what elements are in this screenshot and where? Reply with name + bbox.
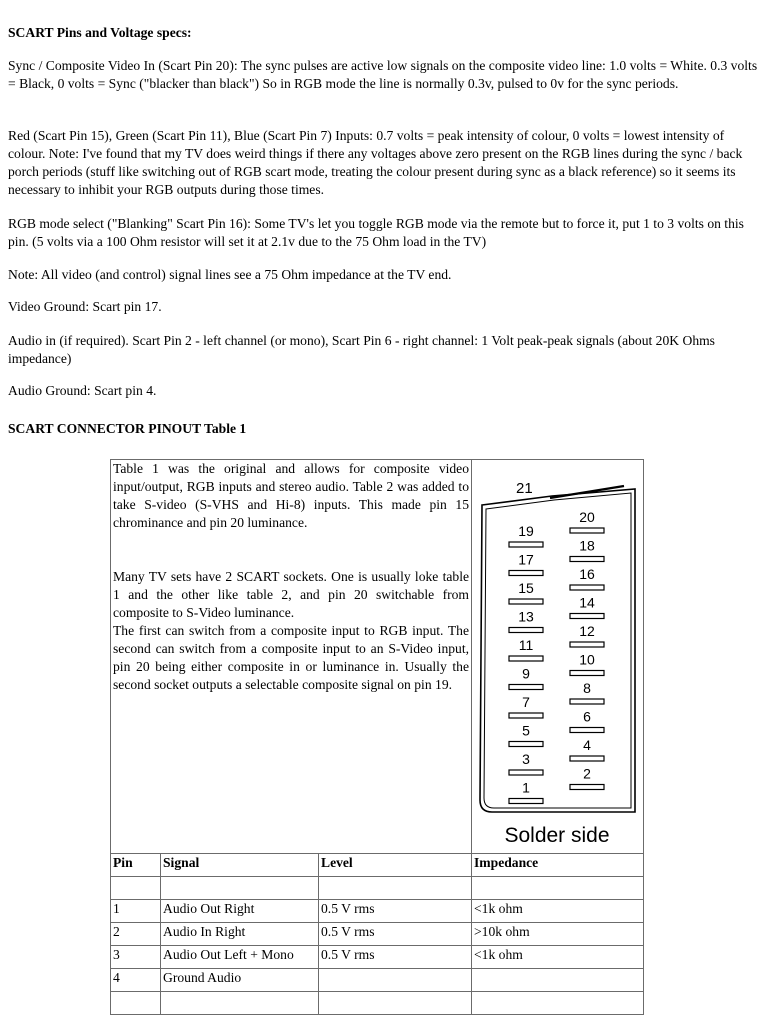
table-description-cell [111,460,472,854]
paragraph-sync: Sync / Composite Video In (Scart Pin 20): The sync pulses are active low signals on the composite video line: 1.0 volts = White. 0.3 volts = Black, 0 volts = Sync ("blacker than black") So in RGB mode the line is normally 0.3v, pulsed to 0v for the sync periods. [8,58,758,91]
cell-pin: 4 [111,969,161,992]
paragraph-impedance-note: Note: All video (and control) signal lines see a 75 Ohm impedance at the TV end. [8,267,452,282]
left-pin-label: 5 [522,722,530,739]
cell-level [319,969,472,992]
left-pin-contact [509,571,543,576]
description-paragraph-1: Table 1 was the original and allows for composite video input/output, RGB inputs and stereo audio. Table 2 was added to take S-video (S-VHS and Hi-8) inputs. This made pin 15 chrominance and pin 20 luminance. [113,461,470,530]
cell-level: 0.5 V rms [319,900,472,923]
cell-impedance [472,969,644,992]
description-paragraph-2: Many TV sets have 2 SCART sockets. One is usually loke table 1 and the other like table 2, and pin 20 switchable from composite to S-Video luminance. [113,569,470,620]
left-pin-contact [509,599,543,604]
right-pin-label: 8 [583,680,591,696]
cell-pin: 3 [111,946,161,969]
table-row [111,923,644,946]
right-pin-contact [570,642,604,647]
paragraph-rgb-inputs: Red (Scart Pin 15), Green (Scart Pin 11), Blue (Scart Pin 7) Inputs: 0.7 volts = peak intensity of colour, 0 volts = lowest intensity of colour. Note: I've found that my TV does weird things if there any voltages above zero present on the RGB lines during the sync / back porch periods (stuff like switching out of RGB scart mode, treating the colour present during sync as a black reference) so it seems its necessary to inhibit your RGB outputs during those times. [8,128,743,197]
table-row [111,946,644,969]
scart-connector-diagram [472,460,642,848]
table-row [111,969,644,992]
left-pin-label: 3 [522,751,530,767]
connector-outline [480,489,635,812]
right-pin-contact [570,728,604,733]
left-pin-label: 13 [518,608,534,625]
left-pin-contact [509,799,543,804]
right-pin-contact [570,756,604,761]
left-pin-label: 11 [518,637,534,653]
left-pin-contact [509,628,543,633]
left-pin-contact [509,656,543,661]
right-pin-column [570,509,604,790]
right-pin-label: 14 [579,594,595,611]
cell-pin: 1 [111,900,161,923]
left-pin-label: 15 [518,580,534,596]
header-signal: Signal [161,854,319,877]
description-paragraph-3: The first can switch from a composite input to RGB input. The second can switch from a composite input to an S-Video input, pin 20 being either composite in or luminance in. Usually the second socket outputs a selectable composite signal on pin 19. [113,623,470,692]
cell-pin: 2 [111,923,161,946]
header-level: Level [319,854,472,877]
right-pin-contact [570,585,604,590]
right-pin-contact [570,614,604,619]
section-heading-pinout: SCART CONNECTOR PINOUT Table 1 [8,421,247,436]
cell-signal: Ground Audio [161,969,319,992]
cell-impedance: <1k ohm [472,946,644,969]
cell-impedance: <1k ohm [472,900,644,923]
paragraph-audio-in: Audio in (if required). Scart Pin 2 - left channel (or mono), Scart Pin 6 - right channel: 1 Volt peak-peak signals (about 20K Ohms impedance) [8,333,715,366]
pin-21-contact [550,486,624,498]
right-pin-contact [570,785,604,790]
right-pin-label: 16 [579,566,595,582]
left-pin-contact [509,685,543,690]
left-pin-label: 1 [522,779,530,796]
right-pin-contact [570,699,604,704]
cell-level: 0.5 V rms [319,946,472,969]
right-pin-label: 6 [583,708,591,725]
cell-signal: Audio In Right [161,923,319,946]
section-heading-pins: SCART Pins and Voltage specs: [8,25,192,40]
right-pin-contact [570,671,604,676]
paragraph-rgb-mode: RGB mode select ("Blanking" Scart Pin 16): Some TV's let you toggle RGB mode via the remote but to force it, put 1 to 3 volts on this pin. (5 volts via a 100 Ohm resistor will set it at 2.1v due to the 75 Ohm load in the TV) [8,216,744,249]
right-pin-contact [570,557,604,562]
right-pin-contact [570,528,604,533]
cell-impedance: >10k ohm [472,923,644,946]
cell-signal: Audio Out Right [161,900,319,923]
right-pin-label: 10 [579,651,595,668]
left-pin-label: 9 [522,665,530,682]
left-pin-column [509,523,543,804]
table-row [111,900,644,923]
table-row-empty [111,992,644,1015]
diagram-caption: Solder side [504,824,610,847]
cell-signal: Audio Out Left + Mono [161,946,319,969]
header-pin: Pin [111,854,161,877]
pinout-table [110,459,644,1015]
paragraph-video-ground: Video Ground: Scart pin 17. [8,299,162,314]
pin-21-label: 21 [516,480,533,497]
left-pin-contact [509,713,543,718]
table-header-row [111,854,644,877]
connector-outline-inner [484,493,631,808]
left-pin-label: 19 [518,523,534,539]
paragraph-audio-ground: Audio Ground: Scart pin 4. [8,383,157,398]
right-pin-label: 20 [579,509,595,525]
table-row-empty [111,877,644,900]
pinout-table-container [110,459,651,1019]
right-pin-label: 4 [583,737,591,753]
right-pin-label: 18 [579,537,595,554]
connector-diagram-cell [472,460,644,854]
left-pin-label: 17 [518,551,534,568]
left-pin-contact [509,742,543,747]
right-pin-label: 12 [579,623,595,639]
cell-level: 0.5 V rms [319,923,472,946]
left-pin-contact [509,770,543,775]
header-impedance: Impedance [472,854,644,877]
left-pin-contact [509,542,543,547]
right-pin-label: 2 [583,765,591,782]
left-pin-label: 7 [522,694,530,710]
